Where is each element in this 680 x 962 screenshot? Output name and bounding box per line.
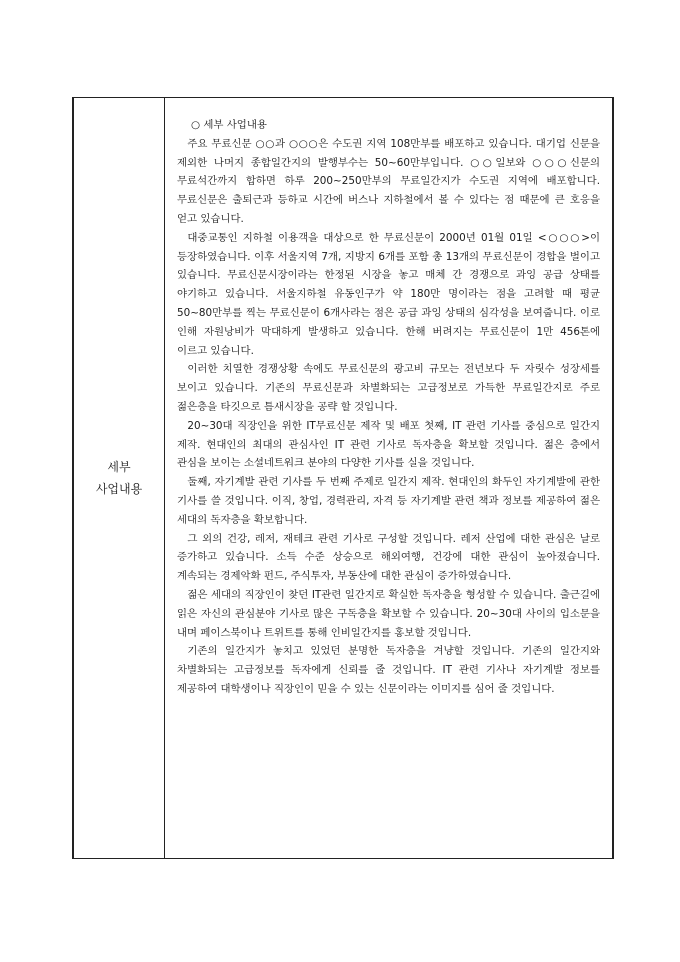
- paragraph-4: 20~30대 직장인을 위한 IT무료신문 제작 및 배포 첫째, IT 관련 기사를 중심으로 일간지 제작. 현대인의 최대의 관심사인 IT 관련 기사로 독자층을 확보할 것입니다. 젊은 층에서 관심을 보이는 소셜네트워크 분야의 다양한 기사를 실을 것입니다.: [177, 419, 600, 470]
- business-detail-table: [72, 97, 614, 859]
- section-content-cell: [165, 98, 612, 858]
- paragraph-7: 젊은 세대의 직장인이 찾던 IT관련 일간지로 확실한 독자층을 형성할 수 있습니다. 출근길에 읽은 자신의 관심분야 기사로 많은 구독층을 확보할 수 있습니다. 20~30대 사이의 입소문을 내며 페이스북이나 트위트를 통해 인비일간지를 홍보할 것입니다.: [177, 588, 600, 639]
- content-heading: ○ 세부 사업내용: [191, 119, 267, 131]
- paragraph-5: 둘째, 자기계발 관련 기사를 두 번째 주제로 일간지 제작. 현대인의 화두인 자기계발에 관한 기사를 쓸 것입니다. 이직, 창업, 경력관리, 자격 등 자기계발 관련 책과 정보를 제공하여 젊은 세대의 독자층을 확보합니다.: [177, 476, 600, 526]
- paragraph-2: 대중교통인 지하철 이용객을 대상으로 한 무료신문이 2000년 01월 01일 <○○○>이 등장하였습니다. 이후 서울지역 7개, 지방지 6개를 포함 총 13개의 무료신문이 경합을 벌이고 있습니다. 무료신문시장이라는 한정된 시장을 놓고 매체 간 경쟁으로 과잉 공급 상태를 야기하고 있습니다. 서울지하철 유동인구가 약 180만 명이라는 점을 고려할 때 평균 50~80만부를 찍는 무료신문이 6개사라는 점은 공급 과잉 상태의 심각성을 보여줍니다. 이로 인해 자원낭비가 막대하게 발생하고 있습니다. 한해 버려지는 무료신문이 1만 456톤에 이르고 있습니다.: [177, 231, 600, 357]
- section-label-line1: 세부: [107, 460, 131, 474]
- paragraph-1: 주요 무료신문 ○○과 ○○○은 수도권 지역 108만부를 배포하고 있습니다. 대기업 신문을 제외한 나머지 종합일간지의 발행부수는 50~60만부입니다. ○○일보와 ○○○신문의 무료석간까지 합하면 하루 200~250만부의 무료일간지가 수도권 지역에 배포합니다. 무료신문은 출퇴근과 등하교 시간에 버스나 지하철에서 볼 수 있다는 점 때문에 큰 호응을 얻고 있습니다.: [177, 137, 600, 225]
- paragraph-8: 기존의 일간지가 놓치고 있었던 분명한 독자층을 겨냥할 것입니다. 기존의 일간지와 차별화되는 고급정보를 독자에게 신뢰를 줄 것입니다. IT 관련 기사나 자기계발 정보를 제공하여 대학생이나 직장인이 믿을 수 있는 신문이라는 이미지를 심어 줄 것입니다.: [177, 645, 600, 695]
- paragraph-6: 그 외의 건강, 레저, 재테크 관련 기사로 구성할 것입니다. 레저 산업에 대한 관심은 날로 증가하고 있습니다. 소득 수준 상승으로 해외여행, 건강에 대한 관심이 높아졌습니다. 계속되는 경제악화 펀드, 주식투자, 부동산에 대한 관심이 증가하였습니다.: [177, 532, 600, 583]
- section-label-cell: [74, 98, 165, 858]
- paragraph-3: 이러한 치열한 경쟁상황 속에도 무료신문의 광고비 규모는 전년보다 두 자릿수 성장세를 보이고 있습니다. 기존의 무료신문과 차별화되는 고급정보로 가득한 무료일간지로 주로 젊은층을 타깃으로 틈새시장을 공략 할 것입니다.: [177, 363, 600, 413]
- section-label-line2: 사업내용: [95, 482, 143, 496]
